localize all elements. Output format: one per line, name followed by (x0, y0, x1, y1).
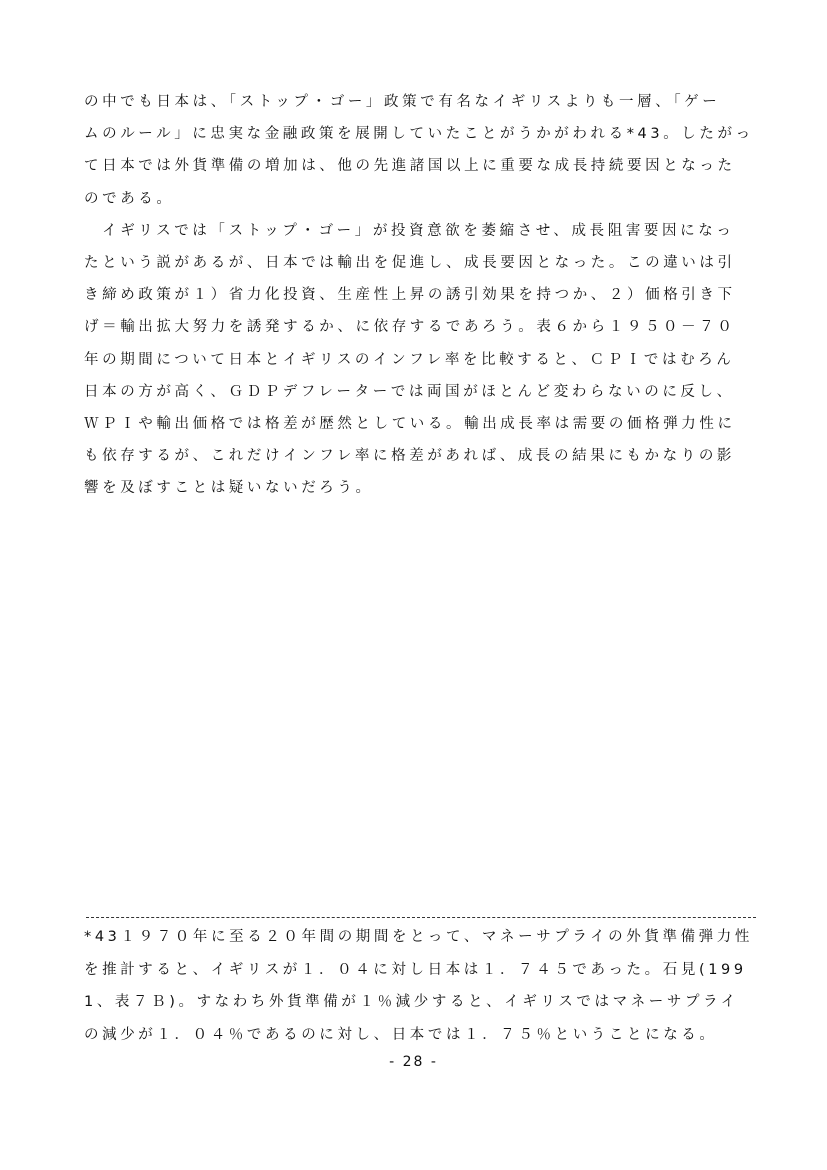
body-line: イギリスでは「ストップ・ゴー」が投資意欲を萎縮させ、成長阻害要因になっ (84, 222, 735, 239)
footnote-line: *43１９７０年に至る２０年間の期間をとって、マネーサプライの外貨準備弾力性 (84, 929, 753, 945)
body-line: 年の期間について日本とイギリスのインフレ率を比較すると、ＣＰＩではむろん (84, 351, 735, 368)
body-line: も依存するが、これだけインフレ率に格差があれば、成長の結果にもかなりの影 (84, 448, 736, 465)
footnote-divider (86, 917, 756, 918)
body-line: て日本では外貨準備の増加は、他の先進諸国以上に重要な成長持続要因となった (84, 158, 736, 175)
body-line: ムのルール」に忠実な金融政策を展開していたことがうかがわれる*43。したがっ (84, 126, 754, 143)
body-line: 日本の方が高く、ＧＤＰデフレーターでは両国がほとんど変わらないのに反し、 (84, 383, 735, 400)
footnote-line: を推計すると、イギリスが１．０４に対し日本は１．７４５であった。石見(199 (84, 961, 747, 978)
body-text (84, 86, 764, 504)
page-number: - 28 - (389, 1054, 438, 1070)
footnote (84, 921, 764, 1051)
body-line: げ＝輸出拡大努力を誘発するか、に依存するであろう。表６から１９５０－７０ (84, 319, 736, 336)
body-line: たという説があるが、日本では輸出を促進し、成長要因となった。この違いは引 (84, 254, 736, 271)
body-line: ＷＰＩや輸出価格では格差が歴然としている。輸出成長率は需要の価格弾力性に (84, 415, 736, 432)
footnote-line: の減少が１．０４％であるのに対し、日本では１．７５％ということになる。 (84, 1026, 718, 1043)
body-line: の中でも日本は、「ストップ・ゴー」政策で有名なイギリスよりも一層、「ゲー (84, 94, 721, 110)
body-line: 響を及ぼすことは疑いないだろう。 (84, 480, 374, 497)
body-line: き締め政策が１）省力化投資、生産性上昇の誘引効果を持つか、２）価格引き下 (84, 287, 736, 304)
footnote-line: 1、表７Ｂ)。すなわち外貨準備が１％減少すると、イギリスではマネーサプライ (84, 994, 739, 1010)
body-line: のである。 (84, 190, 175, 207)
